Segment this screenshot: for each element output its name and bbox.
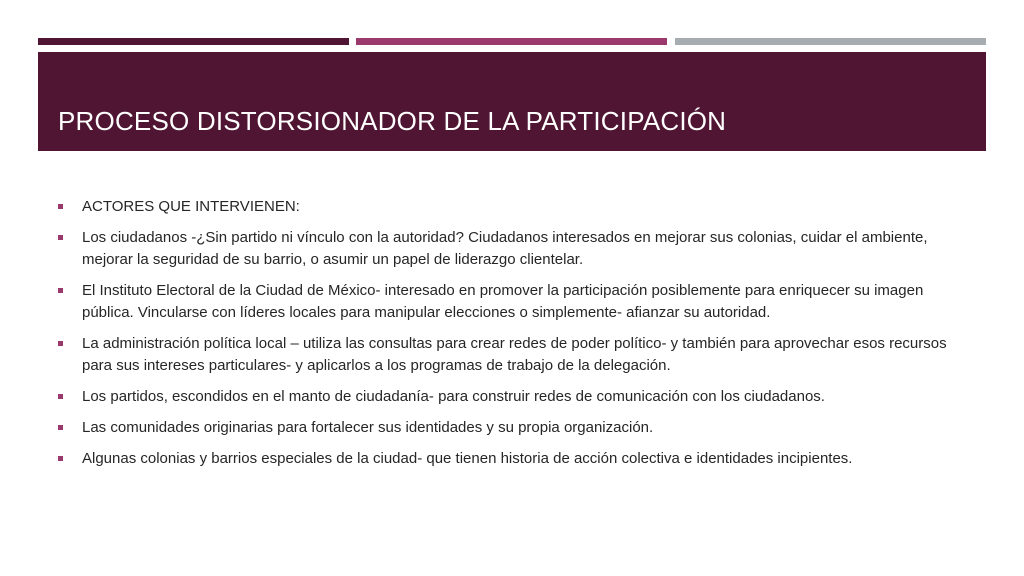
list-item-text: El Instituto Electoral de la Ciudad de México- interesado en promover la participación posiblemente para enriquecer su imagen pública. Vincularse con líderes locales para manipular elecciones o simplemente- afianzar su autoridad. — [82, 282, 924, 321]
list-item-text: Los ciudadanos -¿Sin partido ni vínculo con la autoridad? Ciudadanos interesados en mejorar sus colonias, cuidar el ambiente, mejorar la seguridad de su barrio, o asumir un papel de liderazgo clientelar. — [82, 229, 928, 268]
bullet-square-icon — [58, 288, 63, 293]
list-item — [58, 417, 978, 439]
bullet-square-icon — [58, 204, 63, 209]
bullet-square-icon — [58, 341, 63, 346]
slide-title: PROCESO DISTORSIONADOR DE LA PARTICIPACIÓN — [58, 106, 727, 136]
list-item — [58, 280, 978, 324]
bullet-square-icon — [58, 235, 63, 240]
list-item — [58, 448, 978, 470]
list-item-text: ACTORES QUE INTERVIENEN: — [82, 198, 300, 215]
bullet-square-icon — [58, 425, 63, 430]
list-item — [58, 333, 978, 377]
list-item — [58, 196, 978, 218]
accent-bar-primary — [38, 38, 349, 45]
list-item-text: Las comunidades originarias para fortalecer sus identidades y su propia organización. — [82, 419, 654, 436]
list-item-text: Algunas colonias y barrios especiales de la ciudad- que tienen historia de acción colectiva e identidades incipientes. — [82, 450, 853, 467]
list-item-text: Los partidos, escondidos en el manto de ciudadanía- para construir redes de comunicación con los ciudadanos. — [82, 388, 825, 405]
accent-bar-secondary — [356, 38, 667, 45]
bullet-square-icon — [58, 394, 63, 399]
list-item — [58, 386, 978, 408]
list-item-text: La administración política local – utiliza las consultas para crear redes de poder político- y también para aprovechar esos recursos para sus intereses particulares- y aplicarlos a los programas de trabajo de la delegación. — [82, 335, 947, 374]
bullet-list — [58, 196, 978, 479]
title-band — [38, 52, 986, 151]
accent-bar-tertiary — [675, 38, 986, 45]
list-item — [58, 227, 978, 271]
bullet-square-icon — [58, 456, 63, 461]
